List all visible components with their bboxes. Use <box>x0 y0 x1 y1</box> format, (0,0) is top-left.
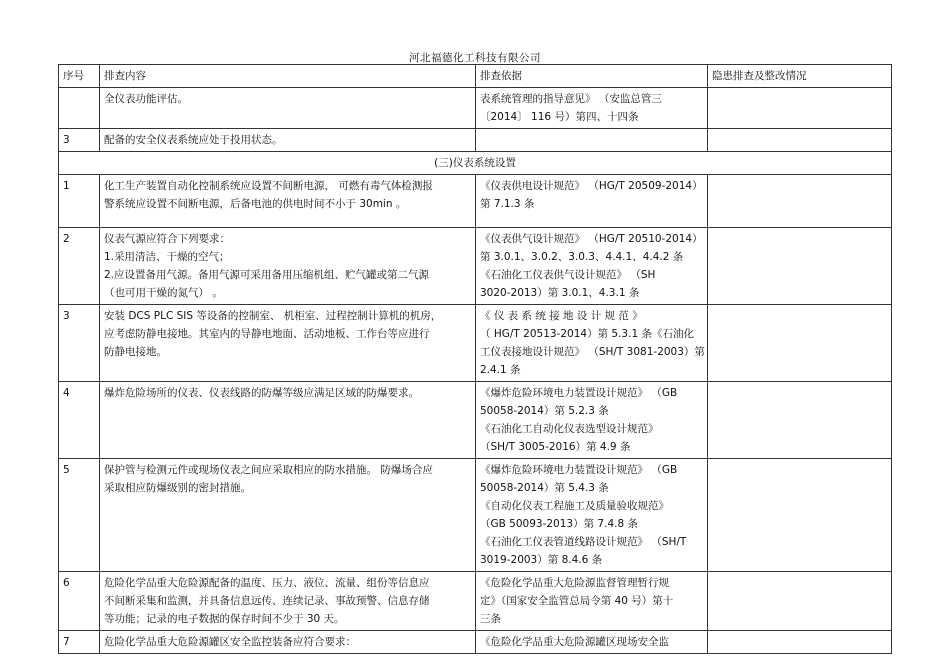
content-line: 保护管与检测元件或现场仪表之间应采取相应的防水措施。 防爆场合应 <box>104 464 433 476</box>
content-line: 防静电接地。 <box>104 346 167 358</box>
basis-line: 《自动化仪表工程施工及质量验收规范》 <box>480 500 669 512</box>
basis-line: 第 7.1.3 条 <box>480 198 535 210</box>
table-row <box>59 382 892 459</box>
content-line: 警系统应设置不间断电源，后备电池的供电时间不小于 30min 。 <box>104 198 407 210</box>
content-line: 化工生产装置自动化控制系统应设置不间断电源， 可燃有毒气体检测报 <box>104 180 433 192</box>
content-line: 全仪表功能评估。 <box>104 93 188 105</box>
content-line: （也可用干燥的氮气） 。 <box>104 287 223 299</box>
header-row <box>59 65 892 88</box>
header-content: 排查内容 <box>100 65 476 88</box>
basis-line: 《危险化学品重大危险源罐区现场安全监 <box>480 636 669 648</box>
content-line: 安装 DCS PLC SIS 等设备的控制室、 机柜室、过程控制计算机的机房， <box>104 310 442 322</box>
content-line: 等功能；记录的电子数据的保存时间不少于 30 天。 <box>104 613 345 625</box>
section-row <box>59 152 892 175</box>
row-result <box>708 305 892 382</box>
row-basis <box>476 129 708 152</box>
basis-line: 《石油化工仪表管道线路设计规范》 （SH/T <box>480 536 687 548</box>
basis-line: 3019-2003）第 8.4.6 条 <box>480 554 603 566</box>
row-content <box>100 459 476 572</box>
row-number: 5 <box>59 459 100 572</box>
row-result <box>708 631 892 654</box>
header-result: 隐患排查及整改情况 <box>708 65 892 88</box>
basis-line: 〔2014〕 116 号）第四、十四条 <box>480 111 639 123</box>
table-row <box>59 459 892 572</box>
row-basis <box>476 631 708 654</box>
row-basis <box>476 572 708 631</box>
section-title: (三)仪表系统设置 <box>59 152 892 175</box>
table-row <box>59 305 892 382</box>
basis-line: 50058-2014）第 5.2.3 条 <box>480 405 609 417</box>
inspection-table <box>58 64 892 654</box>
table-row <box>59 228 892 305</box>
basis-line: 定》（国家安全监管总局令第 40 号）第十 <box>480 595 674 607</box>
row-content <box>100 572 476 631</box>
table-row <box>59 88 892 129</box>
content-line: 1.采用清洁、干燥的空气； <box>104 251 230 263</box>
row-basis <box>476 228 708 305</box>
header-basis: 排查依据 <box>476 65 708 88</box>
content-line: 配备的安全仪表系统应处于投用状态。 <box>104 134 283 146</box>
row-content <box>100 631 476 654</box>
row-result <box>708 129 892 152</box>
row-number <box>59 88 100 129</box>
row-number: 6 <box>59 572 100 631</box>
content-line: 2.应设置备用气源。备用气源可采用备用压缩机组、贮气罐或第二气源 <box>104 269 430 281</box>
row-number: 3 <box>59 129 100 152</box>
basis-line: 《 仪 表 系 统 接 地 设 计 规 范 》 <box>480 310 643 322</box>
company-name: 河北福德化工科技有限公司 <box>409 52 541 64</box>
row-content <box>100 228 476 305</box>
basis-line: 三条 <box>480 613 501 625</box>
basis-line: 2.4.1 条 <box>480 364 521 376</box>
row-basis <box>476 459 708 572</box>
content-line: 应考虑防静电接地。其室内的导静电地面、活动地板、工作台等应进行 <box>104 328 430 340</box>
row-number: 2 <box>59 228 100 305</box>
basis-line: 50058-2014）第 5.4.3 条 <box>480 482 609 494</box>
row-basis <box>476 382 708 459</box>
content-line: 仪表气源应符合下列要求： <box>104 233 230 245</box>
table-row <box>59 129 892 152</box>
basis-line: 《石油化工仪表供气设计规范》 （SH <box>480 269 656 281</box>
content-line: 不间断采集和监测，并具备信息远传、连续记录、事故预警、信息存储 <box>104 595 430 607</box>
table-row <box>59 572 892 631</box>
row-content <box>100 382 476 459</box>
row-result <box>708 459 892 572</box>
row-basis <box>476 175 708 228</box>
basis-line: 表系统管理的指导意见》 （安监总管三 <box>480 93 662 105</box>
row-content <box>100 305 476 382</box>
basis-line: 《爆炸危险环境电力装置设计规范》 （GB <box>480 387 678 399</box>
table-row <box>59 175 892 228</box>
row-content <box>100 175 476 228</box>
basis-line: （ HG/T 20513-2014）第 5.3.1 条《石油化 <box>480 328 694 340</box>
content-line: 采取相应防爆级别的密封措施。 <box>104 482 251 494</box>
content-line: 爆炸危险场所的仪表、仪表线路的防爆等级应满足区域的防爆要求。 <box>104 387 419 399</box>
row-result <box>708 572 892 631</box>
row-result <box>708 175 892 228</box>
row-number: 1 <box>59 175 100 228</box>
basis-line: 工仪表接地设计规范》 （SH/T 3081-2003）第 <box>480 346 705 358</box>
row-result <box>708 228 892 305</box>
row-basis <box>476 305 708 382</box>
basis-line: （GB 50093-2013）第 7.4.8 条 <box>480 518 638 530</box>
row-number: 3 <box>59 305 100 382</box>
row-basis <box>476 88 708 129</box>
row-number: 7 <box>59 631 100 654</box>
basis-line: 《爆炸危险环境电力装置设计规范》 （GB <box>480 464 678 476</box>
content-line: 危险化学品重大危险源罐区安全监控装备应符合要求： <box>104 636 356 648</box>
basis-line: 《石油化工自动化仪表选型设计规范》 <box>480 423 659 435</box>
content-line: 危险化学品重大危险源配备的温度、压力、液位、流量、组份等信息应 <box>104 577 430 589</box>
basis-line: （SH/T 3005-2016）第 4.9 条 <box>480 441 631 453</box>
basis-line: 《仪表供气设计规范》 （HG/T 20510-2014） <box>480 233 703 245</box>
row-content <box>100 129 476 152</box>
header-no: 序号 <box>59 65 100 88</box>
row-number: 4 <box>59 382 100 459</box>
row-content <box>100 88 476 129</box>
table-row <box>59 631 892 654</box>
basis-line: 《仪表供电设计规范》 （HG/T 20509-2014） <box>480 180 703 192</box>
basis-line: 3020-2013）第 3.0.1、4.3.1 条 <box>480 287 640 299</box>
row-result <box>708 88 892 129</box>
row-result <box>708 382 892 459</box>
basis-line: 第 3.0.1、3.0.2、3.0.3、4.4.1、4.4.2 条 <box>480 251 684 263</box>
basis-line: 《危险化学品重大危险源监督管理暂行规 <box>480 577 669 589</box>
